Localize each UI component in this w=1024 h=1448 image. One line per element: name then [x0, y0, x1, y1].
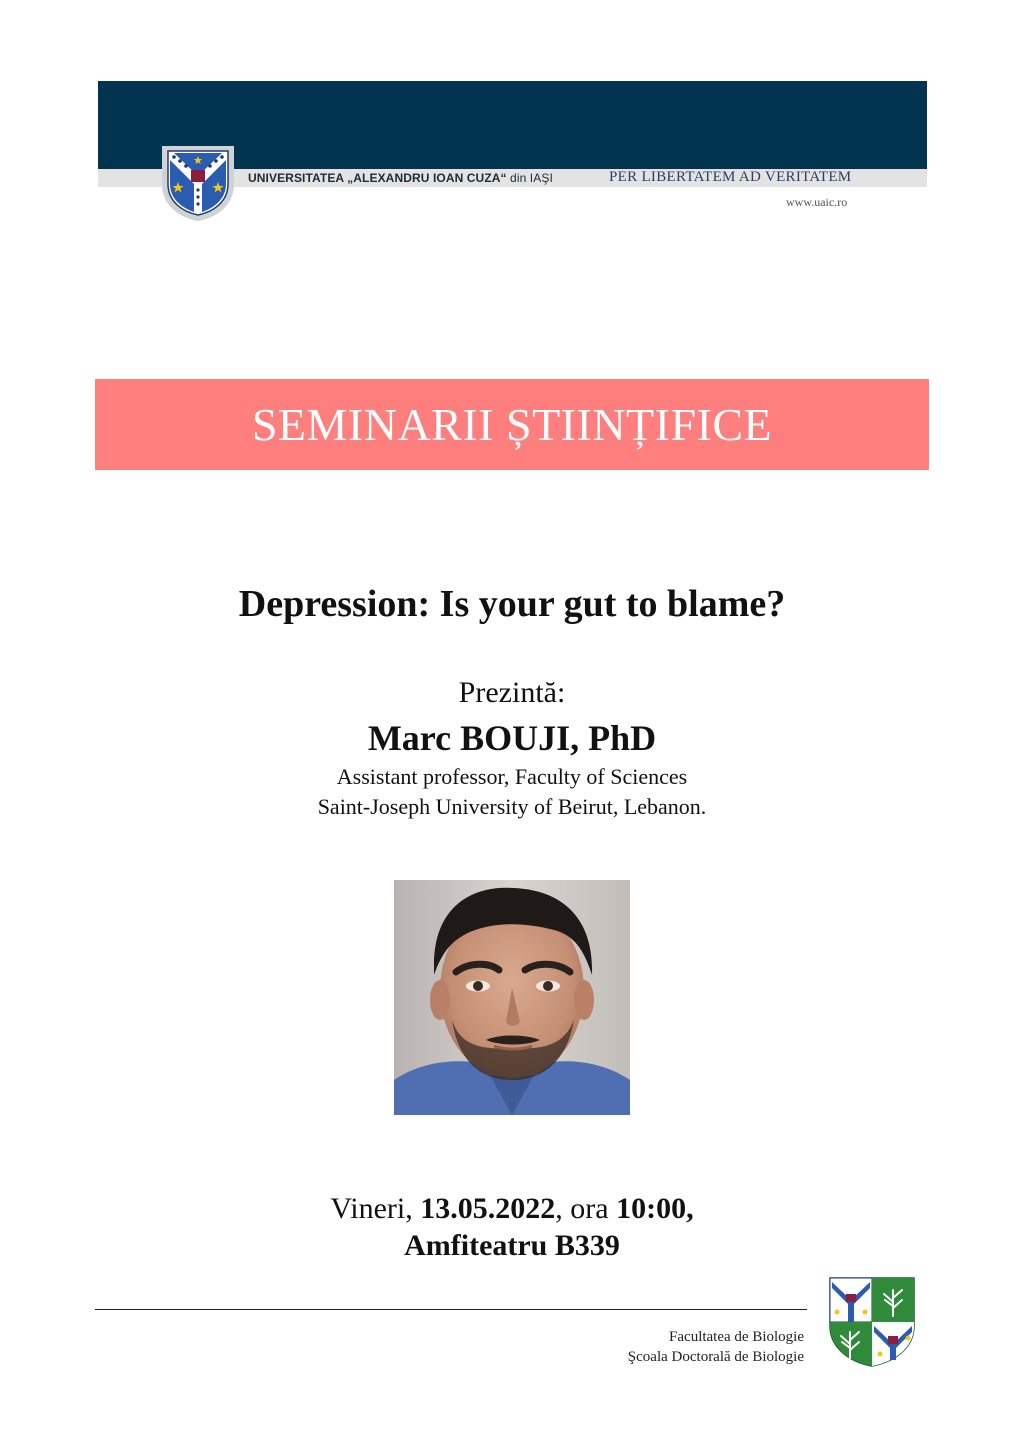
- footer-divider: [95, 1309, 807, 1310]
- event-venue: Amfiteatru B339: [404, 1229, 620, 1262]
- talk-title: Depression: Is your gut to blame?: [238, 583, 786, 625]
- event-time: 10:00,: [616, 1192, 694, 1225]
- speaker-name: Marc BOUJI, PhD: [367, 718, 657, 758]
- event-date: 13.05.2022: [420, 1192, 556, 1225]
- university-crest-icon: [160, 144, 236, 222]
- presents-label: Prezintă:: [458, 676, 566, 709]
- speaker-affiliation-line2: Saint-Joseph University of Beirut, Lebanon.: [317, 794, 707, 819]
- event-date-time: Vineri, 13.05.2022, ora 10:00,: [330, 1192, 694, 1225]
- university-motto: PER LIBERTATEM AD VERITATEM: [609, 169, 852, 185]
- banner-title: SEMINARII ȘTIINȚIFICE: [251, 399, 773, 450]
- university-name: UNIVERSITATEA „ALEXANDRU IOAN CUZA“ din IAŞI: [248, 171, 553, 185]
- faculty-crest-icon: [828, 1276, 916, 1368]
- speaker-affiliation-line1: Assistant professor, Faculty of Sciences: [336, 764, 688, 789]
- university-website: www.uaic.ro: [786, 195, 848, 209]
- speaker-photo: [394, 880, 630, 1115]
- seminar-banner: [95, 379, 929, 470]
- footer-doctoral-school: Şcoala Doctorală de Biologie: [627, 1349, 804, 1365]
- footer-faculty: Facultatea de Biologie: [669, 1329, 804, 1345]
